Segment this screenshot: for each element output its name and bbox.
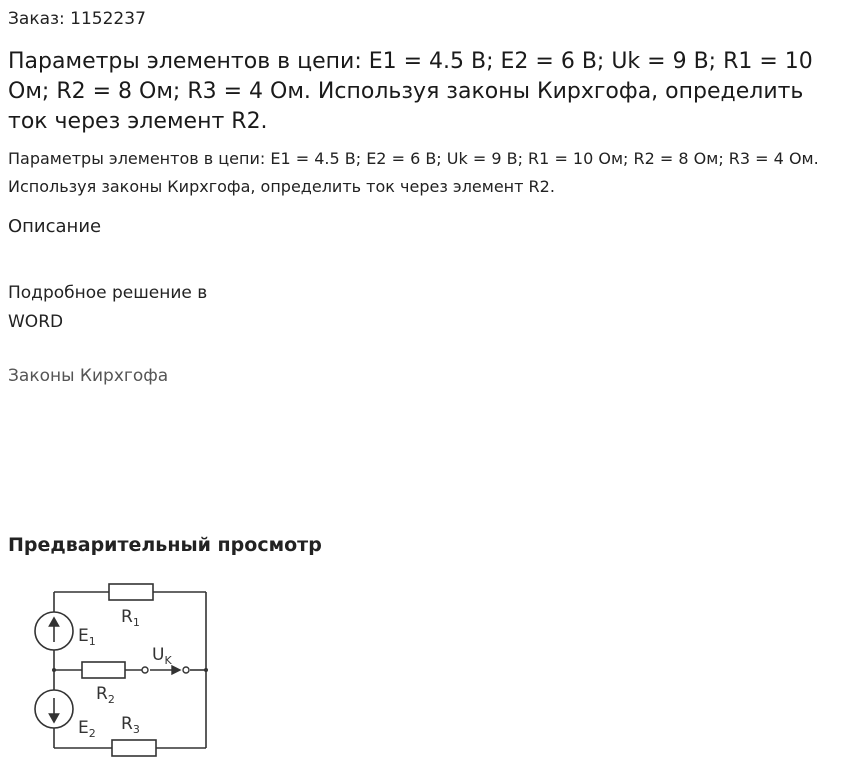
label-uk: $U_K$: [152, 645, 172, 667]
product-title: Параметры элементов в цепи: E1 = 4.5 В; E2 = 6 В; Uk = 9 В; R1 = 10 Ом; R2 = 8 Ом; R3 = 4 Ом. Используя законы Кирхгофа, определить ток через элемент R2.: [8, 49, 813, 134]
label-r1: $R_1$: [121, 607, 140, 629]
product-description: Параметры элементов в цепи: E1 = 4.5 В; E2 = 6 В; Uk = 9 В; R1 = 10 Ом; R2 = 8 Ом; R3 = 4 Ом. Используя законы Кирхгофа, определить ток через элемент R2.: [8, 149, 819, 196]
label-e1: $E_1$: [78, 626, 96, 648]
junction-right: [204, 668, 208, 672]
solution-format-text: Подробное решение в WORD: [8, 283, 208, 332]
description-heading: Описание: [8, 216, 102, 237]
junction-top: [52, 668, 56, 672]
order-number: Заказ: 1152237: [8, 9, 146, 29]
label-r2: $R_2$: [96, 684, 115, 706]
resistor-r3: [112, 740, 156, 756]
tag-link-kirchhoff[interactable]: Законы Кирхгофа: [8, 366, 169, 386]
terminal-left: [142, 667, 148, 673]
voltage-arrow-icon: [150, 666, 180, 674]
label-e2: $E_2$: [78, 718, 96, 740]
circuit-preview-image: [24, 574, 214, 759]
preview-heading: Предварительный просмотр: [8, 534, 322, 556]
resistor-r2: [82, 662, 125, 678]
label-r3: $R_3$: [121, 714, 140, 736]
resistor-r1: [109, 584, 153, 600]
terminal-right: [183, 667, 189, 673]
